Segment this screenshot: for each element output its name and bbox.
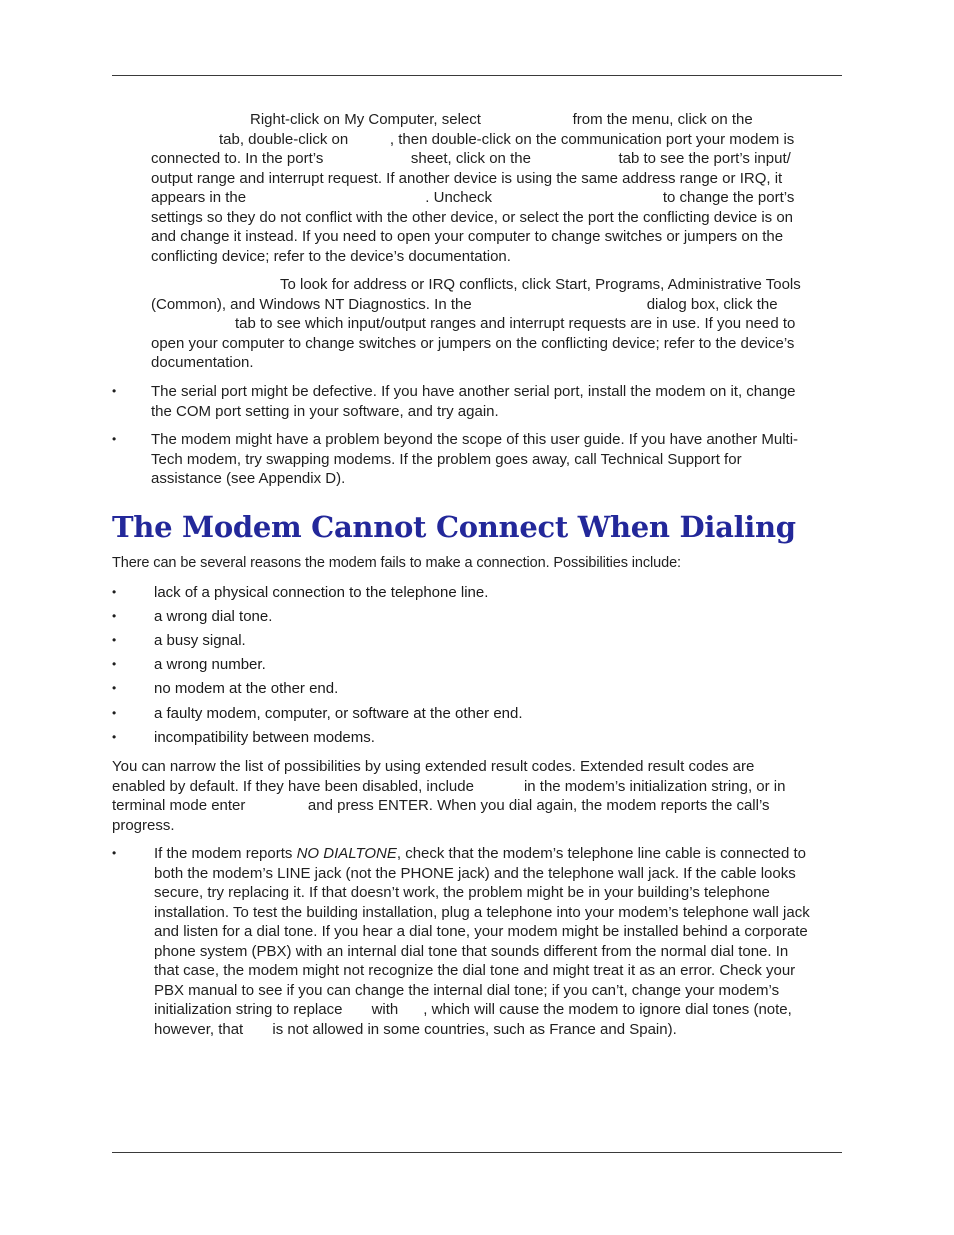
section-heading: The Modem Cannot Connect When Dialing [112,510,796,544]
text-segment: If the modem reports [154,845,297,862]
text-line: both the modem’s LINE jack (not the PHONE jack) and the telephone wall jack. If the cable looks [154,864,796,882]
text-line: tab, double-click on , then double-click on the communication port your modem is [219,130,795,148]
text-line: The serial port might be defective. If you have another serial port, install the modem on it, change [151,383,796,400]
list-item-text: incompatibility between modems. [154,729,375,746]
modem-problem-bullet [151,430,798,489]
text-line: however, that is not allowed in some countries, such as France and Spain). [154,1020,677,1038]
text-line: (Common), and Windows NT Diagnostics. In the dialog box, click the [151,295,778,313]
bullet-glyph: • [112,609,117,623]
text-line: progress. [112,816,175,834]
bullet-glyph: • [112,706,117,720]
text-line: PBX manual to see if you can change the internal dial tone; if you can’t, change your modem’s [154,981,780,999]
text-line: conflicting device; refer to the device’s documentation. [151,247,511,265]
bullet-glyph: • [112,384,117,398]
text-line: Tech modem, try swapping modems. If the problem goes away, call Technical Support for [151,450,742,468]
text-line: open your computer to change switches or jumpers on the conflicting device; refer to the device’s [151,334,795,352]
text-line: To look for address or IRQ conflicts, click Start, Programs, Administrative Tools [280,276,801,293]
text-line: documentation. [151,354,254,371]
text-line: The modem might have a problem beyond the scope of this user guide. If you have another Multi- [151,431,799,448]
text-line: installation. To test the building installation, plug a telephone into your modem’s telephone wall jack [154,903,810,921]
bullet-glyph: • [112,657,117,671]
text-line: phone system (PBX) with an internal dial tone that sounds different from the normal dial tone. In [154,942,789,960]
list-item-text: no modem at the other end. [154,680,339,697]
text-line: appears in the . Uncheck to change the port’s [151,189,795,206]
text-line: There can be several reasons the modem fails to make a connection. Possibilities include: [112,555,681,571]
text-line: You can narrow the list of possibilities by using extended result codes. Extended result codes are [112,758,755,775]
footer-rule [112,1152,842,1153]
text-segment: , check that the modem’s telephone line cable is connected to [396,845,807,862]
bullet-glyph: • [112,585,117,599]
no-dialtone-bullet [154,844,810,1039]
text-line: initialization string to replace with , which will cause the modem to ignore dial tones (note, [154,1001,792,1018]
text-line: enabled by default. If they have been disabled, include in the modem’s initialization string, or in [112,777,786,795]
text-line: and change it instead. If you need to open your computer to change switches or jumpers on the [151,228,784,245]
result-code-emphasis: NO DIALTONE [296,845,397,862]
text-line: connected to. In the port’s sheet, click on the tab to see the port’s input/ [151,150,791,167]
list-item-text: a wrong dial tone. [154,608,273,625]
text-line: assistance (see Appendix D). [151,470,346,487]
text-line: output range and interrupt request. If another device is using the same address range or IRQ, it [151,169,783,187]
bullet-glyph: • [112,846,117,860]
text-line: secure, try replacing it. If that doesn’t work, the problem might be in your building’s telephone [154,884,770,901]
bullet-glyph: • [112,432,117,446]
bullet-glyph: • [112,730,117,744]
text-line: and listen for a dial tone. If you hear a dial tone, your modem might be installed behind a corporate [154,923,808,940]
windows-2000-paragraph [151,110,794,266]
text-line [154,844,810,864]
result-codes-paragraph [112,757,785,835]
list-item-text: lack of a physical connection to the telephone line. [154,584,489,601]
bullet-glyph: • [112,681,117,695]
bullet-glyph: • [112,633,117,647]
list-item-text: a wrong number. [154,656,266,673]
windows-nt-paragraph [151,275,801,373]
text-line: settings so they do not conflict with the other device, or select the port the conflicting device is on [151,208,794,226]
text-line: the COM port setting in your software, and try again. [151,402,499,420]
serial-port-bullet [151,382,796,421]
header-rule [112,75,842,76]
text-line: that case, the modem might not recognize the dial tone and might treat it as an error. Check your [154,962,796,979]
text-line: terminal mode enter and press ENTER. When you dial again, the modem reports the call’s [112,797,770,814]
intro-paragraph [112,554,681,574]
text-line: Right-click on My Computer, select from the menu, click on the [250,111,753,128]
list-item-text: a faulty modem, computer, or software at the other end. [154,705,523,722]
text-line: tab to see which input/output ranges and interrupt requests are in use. If you need to [235,315,796,332]
list-item-text: a busy signal. [154,632,246,649]
